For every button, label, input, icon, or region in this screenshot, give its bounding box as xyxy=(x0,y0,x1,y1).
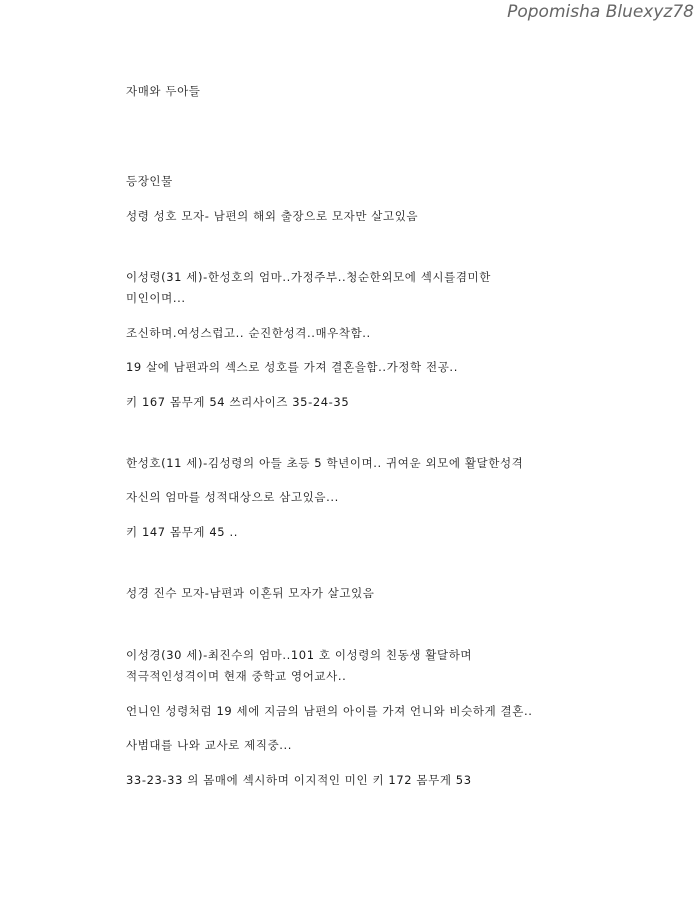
watermark: Popomisha Bluexyz78 xyxy=(507,2,694,22)
character-line: 19 살에 남편과의 섹스로 성호를 가져 결혼을함..가정학 전공.. xyxy=(126,360,458,374)
family-header-1: 성령 성호 모자- 남편의 해외 출장으로 모자만 살고있음 xyxy=(126,209,419,223)
character-line: 키 147 몸무게 45 .. xyxy=(126,525,238,539)
character-line: 미인이며... xyxy=(126,291,186,305)
family-header-2: 성경 진수 모자-남편과 이혼뒤 모자가 살고있음 xyxy=(126,586,375,600)
character-line: 사범대를 나와 교사로 제직중... xyxy=(126,738,293,752)
character-line: 이성경(30 세)-최진수의 엄마..101 호 이성령의 친동생 활달하며 xyxy=(126,648,473,662)
character-line: 언니인 성령처럼 19 세에 지금의 남편의 아이를 가져 언니와 비슷하게 결혼.. xyxy=(126,704,533,718)
character-line: 한성호(11 세)-김성령의 아들 초등 5 학년이며.. 귀여운 외모에 활달한성격 xyxy=(126,456,524,470)
character-line: 이성령(31 세)-한성호의 엄마..가정주부..청순한외모에 섹시를겸미한 xyxy=(126,270,491,284)
document-title: 자매와 두아들 xyxy=(126,84,201,98)
section-heading: 등장인물 xyxy=(126,174,173,188)
character-line: 조신하며.여성스럽고.. 순진한성격..매우착함.. xyxy=(126,326,371,340)
character-line: 33-23-33 의 몸매에 섹시하며 이지적인 미인 키 172 몸무게 53 xyxy=(126,773,472,787)
character-line: 자신의 엄마를 성적대상으로 삼고있음... xyxy=(126,490,339,504)
character-line: 적극적인성격이며 현재 중학교 영어교사.. xyxy=(126,669,347,683)
character-line: 키 167 몸무게 54 쓰리사이즈 35-24-35 xyxy=(126,395,350,409)
